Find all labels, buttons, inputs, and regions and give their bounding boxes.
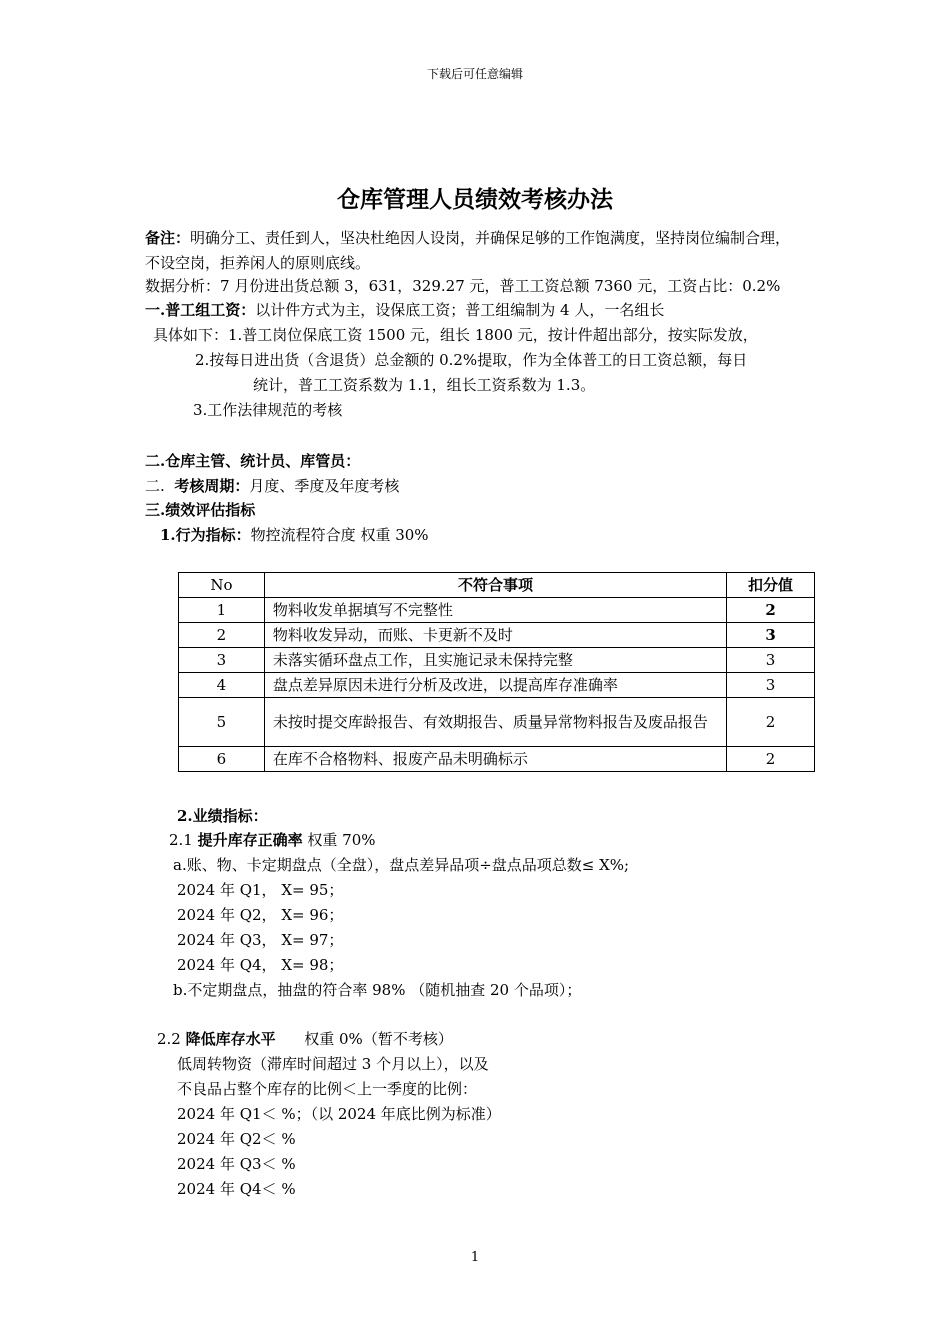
table-row [179, 648, 815, 673]
behavior-line [160, 525, 429, 545]
s22-weight: 权重 0%（暂不考核） [275, 1030, 453, 1048]
row-item: 盘点差异原因未进行分析及改进，以提高库存准确率 [264, 673, 726, 698]
ratio-q1: 2024 年 Q1＜ %；（以 2024 年底比例为标准） [177, 1105, 501, 1123]
row-no: 5 [179, 698, 265, 747]
page-header: 下载后可任意编辑 [426, 67, 523, 81]
target-q2: 2024 年 Q2， X= 96； [177, 906, 344, 924]
target-q4: 2024 年 Q4， X= 98； [177, 956, 344, 974]
row-no: 2 [179, 623, 265, 648]
cycle-prefix: 二. [145, 477, 165, 495]
section1-line1: 具体如下：1.普工岗位保底工资 1500 元，组长 1800 元，按计件超出部分，按实际发放， [153, 326, 758, 344]
row-item: 未按时提交库龄报告、有效期报告、质量异常物料报告及废品报告 [264, 698, 726, 747]
note-paragraph [145, 226, 805, 276]
ratio-q2: 2024 年 Q2＜ % [177, 1130, 296, 1148]
table-row [179, 698, 815, 747]
section1-intro [145, 300, 664, 320]
s22-label: 降低库存水平 [185, 1030, 276, 1048]
s22-line1: 低周转物资（滞库时间超过 3 个月以上），以及 [177, 1055, 489, 1073]
performance-heading: 2.业绩指标： [177, 807, 268, 825]
target-q3: 2024 年 Q3， X= 97； [177, 931, 344, 949]
row-no: 6 [179, 747, 265, 772]
row-score: 2 [727, 598, 815, 623]
document-title: 仓库管理人员绩效考核办法 [337, 186, 613, 213]
data-analysis: 数据分析：7 月份进出货总额 3，631，329.27 元，普工工资总额 7360 元，工资占比：0.2% [145, 277, 781, 295]
ratio-q4: 2024 年 Q4＜ % [177, 1180, 296, 1198]
nonconformance-table [178, 572, 815, 772]
s21-label: 提升库存正确率 [197, 831, 303, 849]
note-label: 备注： [145, 229, 191, 247]
indicators-heading: 三.绩效评估指标 [145, 501, 256, 519]
table-header-row [179, 573, 815, 598]
row-no: 4 [179, 673, 265, 698]
s22-prefix: 2.2 [157, 1030, 186, 1048]
row-score: 3 [727, 623, 815, 648]
target-q1: 2024 年 Q1， X= 95； [177, 881, 344, 899]
section1-line2: 2.按每日进出货（含退货）总金额的 0.2%提取，作为全体普工的日工资总额，每日 [195, 351, 748, 369]
section2-heading: 二.仓库主管、统计员、库管员： [145, 452, 361, 470]
section1-line4: 3.工作法律规范的考核 [193, 401, 343, 419]
page-number: 1 [470, 1250, 480, 1265]
note-text: 明确分工、责任到人，坚决杜绝因人设岗，并确保足够的工作饱满度，坚持岗位编制合理，不设空岗，拒养闲人的原则底线。 [145, 229, 791, 272]
table-row [179, 598, 815, 623]
s21-weight: 权重 70% [302, 831, 376, 849]
row-score: 3 [727, 673, 815, 698]
cycle-text: 月度、季度及年度考核 [249, 477, 400, 495]
section1-text: 以计件方式为主，设保底工资；普工组编制为 4 人，一名组长 [255, 301, 665, 319]
row-score: 2 [727, 747, 815, 772]
row-item: 物料收发单据填写不完整性 [264, 598, 726, 623]
table-row [179, 623, 815, 648]
s22-line2: 不良品占整个库存的比例＜上一季度的比例： [177, 1080, 478, 1098]
behavior-text: 物控流程符合度 权重 30% [250, 526, 429, 544]
header-score: 扣分值 [727, 573, 815, 598]
row-score: 3 [727, 648, 815, 673]
section-2-1 [169, 830, 376, 850]
item-b: b.不定期盘点，抽盘的符合率 98% （随机抽查 20 个品项）； [173, 981, 582, 999]
behavior-label: 1.行为指标： [160, 526, 251, 544]
row-item: 物料收发异动，而账、卡更新不及时 [264, 623, 726, 648]
item-a: a.账、物、卡定期盘点（全盘），盘点差异品项÷盘点品项总数≤ X%; [173, 856, 630, 874]
s21-prefix: 2.1 [169, 831, 198, 849]
ratio-q3: 2024 年 Q3＜ % [177, 1155, 296, 1173]
row-score: 2 [727, 698, 815, 747]
section-2-2 [157, 1029, 453, 1049]
section1-line3: 统计，普工工资系数为 1.1，组长工资系数为 1.3。 [253, 376, 596, 394]
table-row [179, 673, 815, 698]
row-item: 未落实循环盘点工作，且实施记录未保持完整 [264, 648, 726, 673]
cycle-line [145, 476, 399, 496]
row-no: 1 [179, 598, 265, 623]
header-no: No [179, 573, 265, 598]
header-item: 不符合事项 [264, 573, 726, 598]
table-row [179, 747, 815, 772]
section1-label: 一.普工组工资： [145, 301, 256, 319]
row-no: 3 [179, 648, 265, 673]
row-item: 在库不合格物料、报废产品未明确标示 [264, 747, 726, 772]
cycle-label: 考核周期： [174, 477, 250, 495]
